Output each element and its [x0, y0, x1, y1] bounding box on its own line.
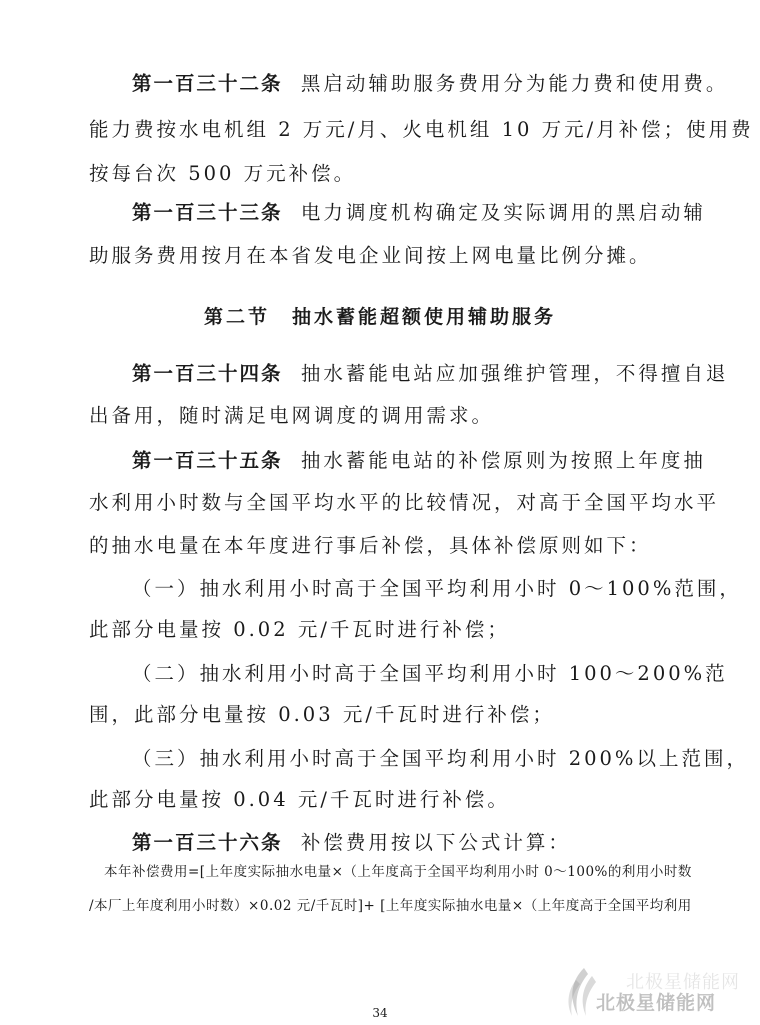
article-136-line-1	[132, 830, 571, 856]
article-text: 黑启动辅助服务费用分为能力费和使用费。	[300, 72, 729, 95]
article-135-line-1	[132, 448, 706, 474]
article-133-line-1	[132, 200, 706, 226]
item-2-line-1: （二）抽水利用小时高于全国平均利用小时 100～200%范	[132, 662, 728, 685]
item-1-line-1: （一）抽水利用小时高于全国平均利用小时 0～100%范围，	[132, 577, 742, 600]
article-134-line-1	[132, 361, 728, 387]
article-label: 第一百三十四条	[132, 362, 283, 385]
item-3-line-1: （三）抽水利用小时高于全国平均利用小时 200%以上范围，	[132, 747, 749, 770]
formula-line-1: 本年补偿费用=[上年度实际抽水电量×（上年度高于全国平均利用小时 0～100%的利用小时数	[104, 864, 692, 880]
article-label: 第一百三十五条	[132, 449, 283, 472]
article-135-line-3: 的抽水电量在本年度进行事后补偿，具体补偿原则如下：	[89, 534, 652, 557]
item-2-line-2: 围，此部分电量按 0.03 元/千瓦时进行补偿；	[89, 703, 555, 726]
article-132-line-2: 能力费按水电机组 2 万元/月、火电机组 10 万元/月补偿；使用费	[89, 118, 754, 141]
article-label: 第一百三十二条	[132, 72, 283, 95]
page-number: 34	[372, 1006, 388, 1020]
article-label: 第一百三十三条	[132, 201, 283, 224]
article-133-line-2: 助服务费用按月在本省发电企业间按上网电量比例分摊。	[89, 244, 652, 267]
article-text: 补偿费用按以下公式计算：	[300, 831, 571, 854]
article-132-line-1	[132, 71, 728, 97]
watermark	[556, 962, 756, 1022]
item-1-line-2: 此部分电量按 0.02 元/千瓦时进行补偿；	[89, 618, 510, 641]
article-text: 抽水蓄能电站的补偿原则为按照上年度抽	[300, 449, 706, 472]
watermark-text: 北极星储能网	[596, 992, 717, 1014]
article-text: 抽水蓄能电站应加强维护管理，不得擅自退	[300, 362, 729, 385]
article-text: 电力调度机构确定及实际调用的黑启动辅	[300, 201, 706, 224]
article-135-line-2: 水利用小时数与全国平均水平的比较情况，对高于全国平均水平	[89, 491, 720, 514]
article-134-line-2: 出备用，随时满足电网调度的调用需求。	[89, 404, 495, 427]
formula-line-2: /本厂上年度利用小时数）×0.02 元/千瓦时]+ [上年度实际抽水电量×（上年度高于全国平均利用	[89, 898, 692, 914]
section-title: 第二节 抽水蓄能超额使用辅助服务	[203, 306, 556, 328]
article-132-line-3: 按每台次 500 万元补偿。	[89, 162, 357, 185]
watermark-faint-text: 北极星储能网	[626, 972, 740, 993]
article-label: 第一百三十六条	[132, 831, 283, 854]
item-3-line-2: 此部分电量按 0.04 元/千瓦时进行补偿。	[89, 788, 510, 811]
